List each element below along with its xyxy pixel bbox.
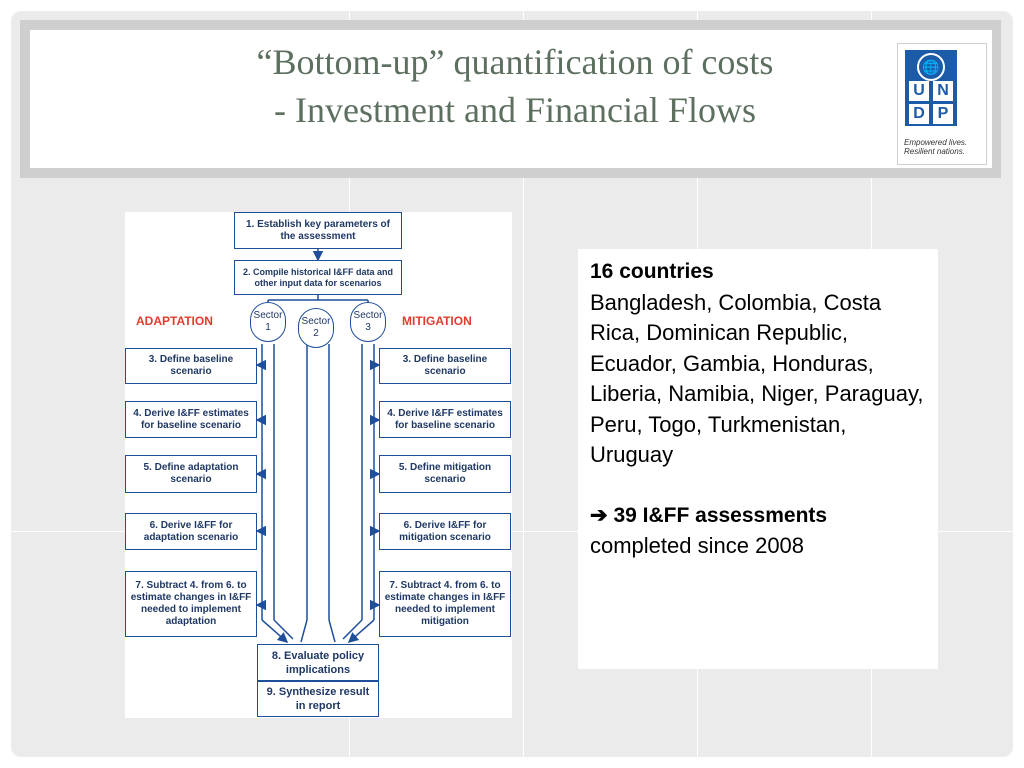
- adaptation-step-5-box: 5. Define adaptation scenario: [125, 455, 257, 493]
- mitigation-step-5-box: 5. Define mitigation scenario: [379, 455, 511, 493]
- countries-heading: 16 countries: [590, 260, 714, 283]
- step-1-box: 1. Establish key parameters of the assessment: [234, 212, 402, 249]
- connector-line: [301, 620, 307, 642]
- slide-title-line1: “Bottom-up” quantification of costs: [256, 42, 774, 82]
- process-diagram: [125, 212, 512, 718]
- step-9-box: 9. Synthesize result in report: [257, 681, 379, 717]
- sector-label: Sector: [301, 316, 331, 327]
- logo-letter: N: [933, 81, 953, 101]
- undp-logo: [897, 43, 987, 165]
- sector-label: Sector: [253, 310, 283, 321]
- adaptation-label: ADAPTATION: [136, 314, 213, 328]
- sector-number: 1: [265, 322, 271, 333]
- mitigation-step-3-box: 3. Define baseline scenario: [379, 348, 511, 384]
- assessments-count: 39 I&FF assessments: [613, 503, 828, 527]
- countries-panel: [578, 249, 938, 669]
- sector-3-node: [350, 302, 386, 342]
- sector-1-node: [250, 302, 286, 342]
- logo-tagline-line1: Empowered lives.: [904, 138, 968, 147]
- mitigation-step-7-box: 7. Subtract 4. from 6. to estimate changes in I&FF needed to implement mitigation: [379, 571, 511, 637]
- connector-arrow: [349, 620, 374, 642]
- adaptation-step-3-box: 3. Define baseline scenario: [125, 348, 257, 384]
- mitigation-step-4-box: 4. Derive I&FF estimates for baseline scenario: [379, 401, 511, 438]
- logo-letter: U: [909, 81, 929, 101]
- mitigation-label: MITIGATION: [402, 314, 472, 328]
- connector-arrow: [262, 620, 287, 642]
- sector-label: Sector: [353, 310, 383, 321]
- step-2-box: 2. Compile historical I&FF data and other input data for scenarios: [234, 260, 402, 295]
- logo-tagline: [904, 138, 984, 156]
- mitigation-step-6-box: 6. Derive I&FF for mitigation scenario: [379, 513, 511, 550]
- slide-title-line2: - Investment and Financial Flows: [274, 90, 756, 130]
- adaptation-step-7-box: 7. Subtract 4. from 6. to estimate changes in I&FF needed to implement adaptation: [125, 571, 257, 637]
- right-arrow-icon: ➔: [590, 503, 608, 527]
- step-8-box: 8. Evaluate policy implications: [257, 644, 379, 681]
- logo-blue-panel: [905, 50, 957, 126]
- sector-2-node: [298, 308, 334, 348]
- logo-tagline-line2: Resilient nations.: [904, 147, 965, 156]
- logo-letter: P: [933, 104, 953, 124]
- assessments-note: completed since 2008: [590, 533, 805, 558]
- connector-line: [343, 620, 362, 639]
- adaptation-step-4-box: 4. Derive I&FF estimates for baseline scenario: [125, 401, 257, 438]
- assessments-line: [590, 501, 930, 532]
- logo-letter: D: [909, 104, 929, 124]
- adaptation-step-6-box: 6. Derive I&FF for adaptation scenario: [125, 513, 257, 550]
- connector-line: [329, 620, 335, 642]
- countries-list: Bangladesh, Colombia, Costa Rica, Dominican Republic, Ecuador, Gambia, Honduras, Liberia, Namibia, Niger, Paraguay, Peru, Togo, Turkmenistan, Uruguay: [590, 289, 924, 467]
- sector-number: 2: [313, 328, 319, 339]
- connector-line: [274, 620, 293, 639]
- sector-number: 3: [365, 322, 371, 333]
- slide-title: [130, 38, 900, 134]
- spacer: [590, 471, 930, 501]
- un-emblem-icon: 🌐: [917, 53, 945, 81]
